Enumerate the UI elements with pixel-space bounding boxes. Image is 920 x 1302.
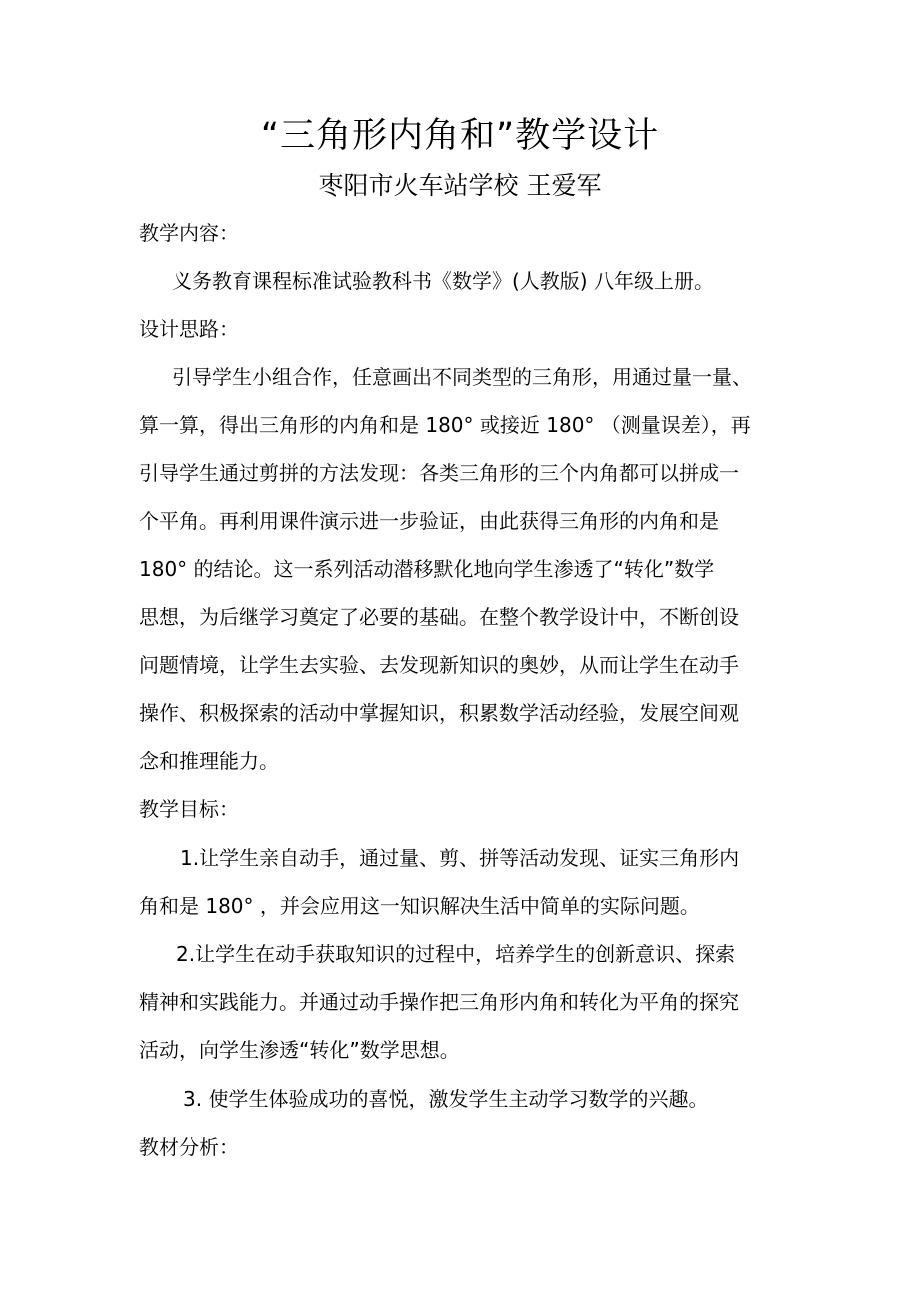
section-heading-goals: 教学目标： [139, 797, 239, 821]
document-title: “三角形内角和”教学设计 [260, 116, 660, 156]
design-line-7: 问题情境，让学生去实验、去发现新知识的奥妙，从而让学生在动手 [139, 653, 739, 677]
goal-2-line-1: 2.让学生在动手获取知识的过程中，培养学生的创新意识、探索 [176, 942, 736, 966]
design-line-6: 思想，为后继学习奠定了必要的基础。在整个教学设计中，不断创设 [139, 605, 739, 629]
design-line-4: 个平角。再利用课件演示进一步验证，由此获得三角形的内角和是 [139, 509, 719, 533]
design-line-3: 引导学生通过剪拼的方法发现：各类三角形的三个内角都可以拼成一 [139, 461, 739, 485]
goal-1-line-2: 角和是 180° ，并会应用这一知识解决生活中简单的实际问题。 [139, 894, 700, 918]
design-line-5: 180° 的结论。这一系列活动潜移默化地向学生渗透了“转化”数学 [139, 557, 715, 581]
section-heading-analysis: 教材分析： [139, 1135, 239, 1159]
design-line-1: 引导学生小组合作，任意画出不同类型的三角形，用通过量一量、 [172, 365, 752, 389]
design-line-8: 操作、积极探索的活动中掌握知识，积累数学活动经验，发展空间观 [139, 701, 739, 725]
goal-2-line-3: 活动，向学生渗透“转化”数学思想。 [139, 1038, 460, 1062]
goal-2-line-2: 精神和实践能力。并通过动手操作把三角形内角和转化为平角的探究 [139, 990, 739, 1014]
section-heading-content: 教学内容： [139, 221, 239, 245]
section-heading-design: 设计思路： [139, 317, 239, 341]
design-line-9: 念和推理能力。 [139, 749, 279, 773]
goal-3-line-1: 3. 使学生体验成功的喜悦，激发学生主动学习数学的兴趣。 [183, 1087, 709, 1111]
document-author: 枣阳市火车站学校 王爱军 [318, 171, 602, 200]
content-line-1: 义务教育课程标准试验教科书《数学》(人教版) 八年级上册。 [172, 269, 714, 293]
design-line-2: 算一算，得出三角形的内角和是 180° 或接近 180° （测量误差），再 [139, 413, 751, 437]
goal-1-line-1: 1.让学生亲自动手，通过量、剪、拼等活动发现、证实三角形内 [180, 846, 740, 870]
